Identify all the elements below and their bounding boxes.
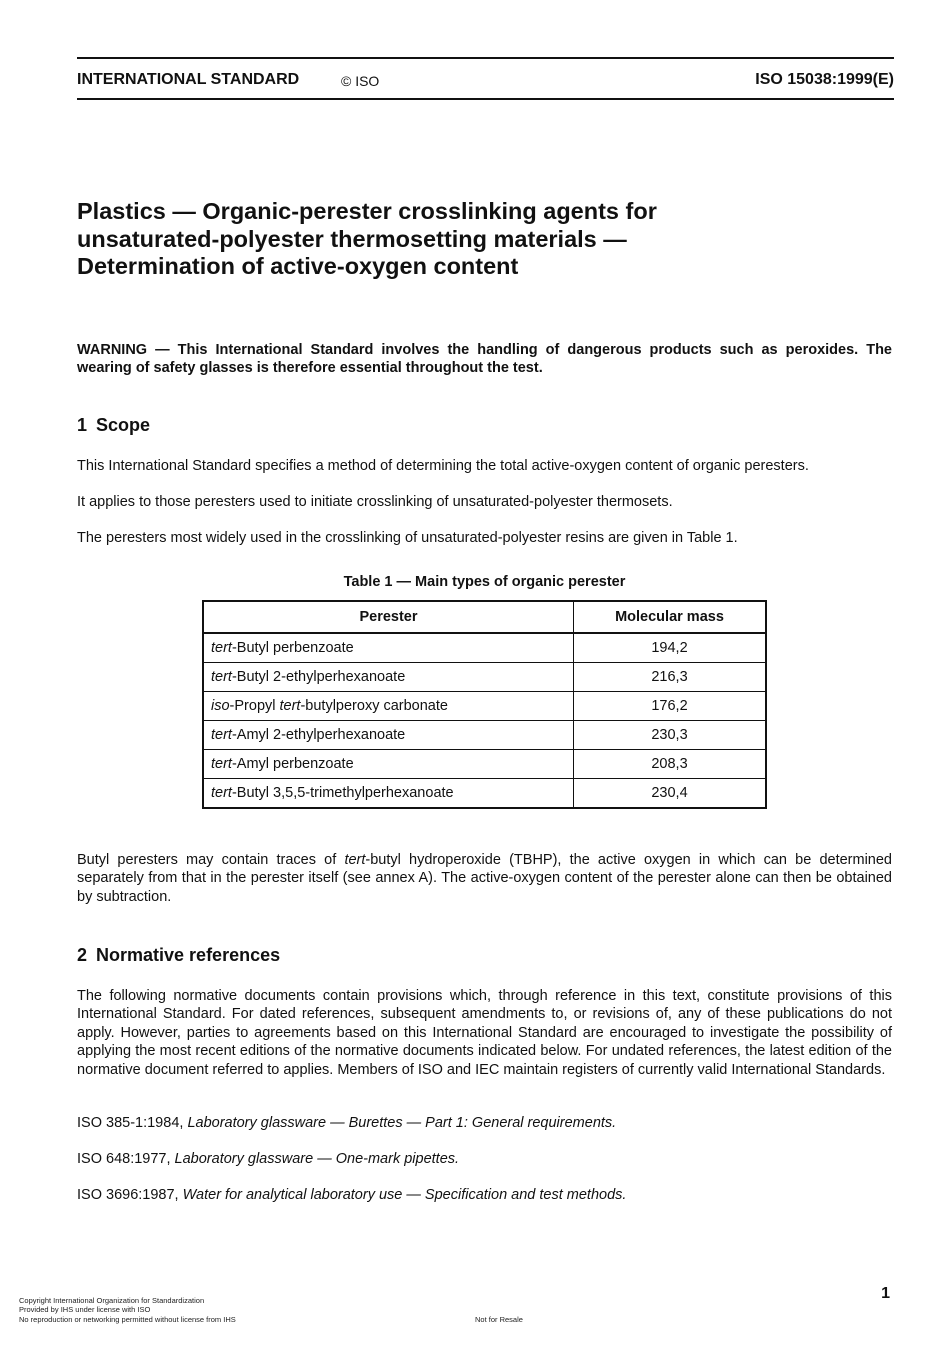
name-rest: -Butyl perbenzoate — [231, 640, 354, 656]
scope-paragraph: The peresters most widely used in the crosslinking of unsaturated-polyester resins are given in Table 1. — [77, 530, 738, 546]
column-header-perester: Perester — [203, 601, 574, 633]
footer-copyright-line: Copyright International Organization for Standardization — [19, 1296, 205, 1305]
perester-table — [202, 600, 767, 809]
italic-prefix: tert — [211, 756, 232, 772]
title-line: Determination of active-oxygen content — [77, 253, 519, 279]
footer-not-for-resale: Not for Resale — [475, 1315, 523, 1324]
header-standard-label: INTERNATIONAL STANDARD — [77, 71, 300, 88]
header-bottom-rule — [77, 98, 894, 100]
name-rest: -Butyl 2-ethylperhexanoate — [231, 669, 406, 685]
normative-intro: The following normative documents contain provisions which, through reference in this text, constitute provisions of this International Standard. For dated references, subsequent amendments to, or revisions of, any of these publications do not apply. However, parties to agreements based on this International Standard are encouraged to investigate the possibility of applying the most recent editions of the normative documents indicated below. For undated references, the latest edition of the normative document referred to applies. Members of ISO and IEC maintain registers of currently valid International Standards. — [77, 988, 892, 1078]
section-number: 1 — [77, 415, 88, 435]
perester-name — [203, 633, 574, 663]
molecular-mass: 176,2 — [574, 692, 767, 721]
reference-item — [77, 1151, 459, 1167]
molecular-mass: 216,3 — [574, 663, 767, 692]
reference-title: Laboratory glassware — One-mark pipettes. — [174, 1151, 460, 1167]
table-row — [203, 750, 766, 779]
footer-reproduction-line: No reproduction or networking permitted without license from IHS — [19, 1315, 236, 1324]
table-row — [203, 692, 766, 721]
header-top-rule — [77, 57, 894, 59]
column-header-molecular-mass: Molecular mass — [574, 601, 767, 633]
perester-name — [203, 663, 574, 692]
italic-prefix: tert — [211, 727, 232, 743]
reference-code: ISO 385-1:1984, — [77, 1115, 188, 1131]
table-row — [203, 633, 766, 663]
table-caption: Table 1 — Main types of organic perester — [343, 574, 626, 590]
italic-prefix: tert — [211, 640, 232, 656]
molecular-mass: 230,3 — [574, 721, 767, 750]
italic-prefix: tert — [211, 669, 232, 685]
table-row — [203, 663, 766, 692]
name-rest: -Butyl 3,5,5-trimethylperhexanoate — [231, 785, 454, 801]
note-italic: tert — [344, 852, 366, 868]
section-number: 2 — [77, 945, 88, 965]
scope-paragraph: It applies to those peresters used to initiate crosslinking of unsaturated-polyester thermosets. — [77, 494, 673, 510]
footer-license-line: Provided by IHS under license with ISO — [19, 1305, 151, 1314]
note-text: -butyl hydroperoxide (TBHP), the active oxygen in which can be determined separately from that in the perester itself (see annex A). The active-oxygen content of the perester alone can then be obtained by subtraction. — [77, 852, 892, 905]
perester-name — [203, 779, 574, 809]
name-rest: -Propyl — [229, 698, 280, 714]
table-header-row — [203, 601, 766, 633]
section-1-heading — [77, 415, 150, 436]
header-copyright: © ISO — [341, 73, 380, 89]
perester-name — [203, 721, 574, 750]
italic-prefix: tert — [211, 785, 232, 801]
title-line: unsaturated-polyester thermosetting materials — — [77, 225, 627, 252]
name-rest: -Amyl perbenzoate — [231, 756, 354, 772]
scope-paragraph: This International Standard specifies a method of determining the total active-oxygen content of organic peresters. — [77, 458, 809, 474]
reference-title: Laboratory glassware — Burettes — Part 1: General requirements. — [187, 1115, 617, 1131]
document-title — [77, 198, 894, 281]
reference-item — [77, 1115, 616, 1131]
name-rest: -butylperoxy carbonate — [300, 698, 448, 714]
safety-warning: WARNING — This International Standard involves the handling of dangerous products such as peroxides. The wearing of safety glasses is therefore essential throughout the test. — [77, 342, 892, 376]
reference-item — [77, 1187, 626, 1203]
reference-title: Water for analytical laboratory use — Specification and test methods. — [182, 1187, 627, 1203]
section-title: Scope — [96, 415, 151, 435]
perester-name — [203, 692, 574, 721]
section-title: Normative references — [96, 945, 281, 965]
italic-prefix: iso — [211, 698, 230, 714]
italic-prefix: tert — [279, 698, 301, 714]
table-row — [203, 721, 766, 750]
section-2-heading — [77, 945, 280, 966]
reference-code: ISO 648:1977, — [77, 1151, 175, 1167]
butyl-perester-note — [77, 851, 892, 906]
note-text: Butyl peresters may contain traces of — [77, 852, 345, 868]
name-rest: -Amyl 2-ethylperhexanoate — [231, 727, 406, 743]
page-number: 1 — [881, 1285, 890, 1302]
title-line: Plastics — Organic-perester crosslinking agents for — [77, 198, 657, 224]
molecular-mass: 230,4 — [574, 779, 767, 809]
perester-name — [203, 750, 574, 779]
molecular-mass: 194,2 — [574, 633, 767, 663]
reference-code: ISO 3696:1987, — [77, 1187, 183, 1203]
table-row — [203, 779, 766, 809]
molecular-mass: 208,3 — [574, 750, 767, 779]
header-document-number: ISO 15038:1999(E) — [755, 71, 894, 88]
